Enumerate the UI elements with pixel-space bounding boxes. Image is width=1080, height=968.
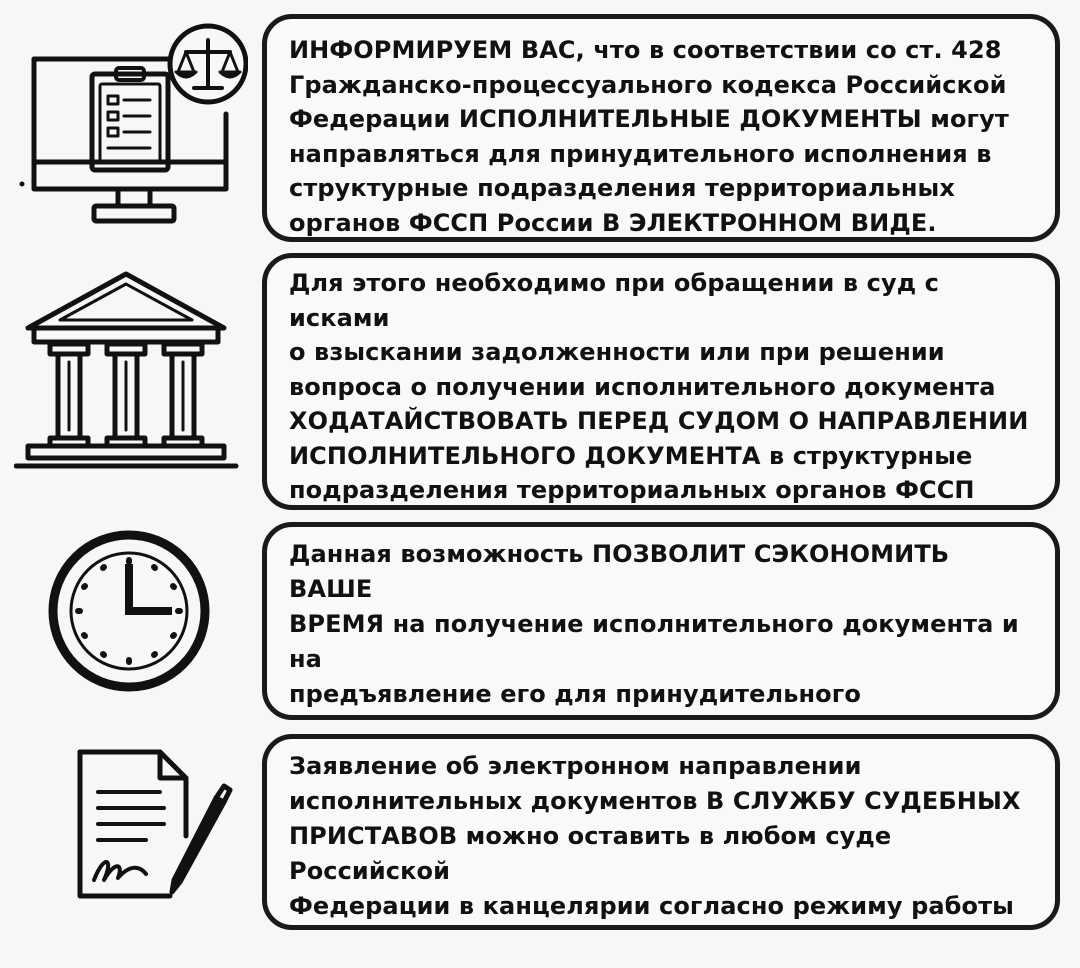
info-card-1: [262, 14, 1060, 242]
computer-scales-icon: [18, 14, 248, 229]
info-card-4: [262, 734, 1060, 930]
info-text-3: Данная возможность ПОЗВОЛИТ СЭКОНОМИТЬ ВАШЕ ВРЕМЯ на получение исполнительного документа и на предъявление его для принудительного: [289, 540, 1019, 708]
clock-icon: [44, 526, 214, 696]
info-card-3: [262, 522, 1060, 720]
info-text-1: ИНФОРМИРУЕМ ВАС, что в соответствии со ст. 428 Гражданско-процессуального кодекса Российской Федерации ИСПОЛНИТЕЛЬНЫЕ ДОКУМЕНТЫ могут направляться для принудительного исполнения в структурные подразделения территориальных органов ФССП России В ЭЛЕКТРОННОМ ВИДЕ.: [289, 36, 1009, 237]
info-text-4: Заявление об электронном направлении исполнительных документов В СЛУЖБУ СУДЕБНЫХ ПРИСТАВОВ можно оставить в любом суде Российской Федерации в канцелярии согласно режиму работы: [289, 752, 1021, 920]
document-pen-icon: [74, 746, 234, 906]
info-card-2: [262, 253, 1060, 510]
info-text-2: Для этого необходимо при обращении в суд с исками о взыскании задолженности или при решении вопроса о получении исполнительного документа ХОДАТАЙСТВОВАТЬ ПЕРЕД СУДОМ О НАПРАВЛЕНИИ ИСПОЛНИТЕЛЬНОГО ДОКУМЕНТА в структурные подразделения территориальных органов ФССП: [289, 269, 1029, 504]
courthouse-icon: [14, 270, 239, 475]
